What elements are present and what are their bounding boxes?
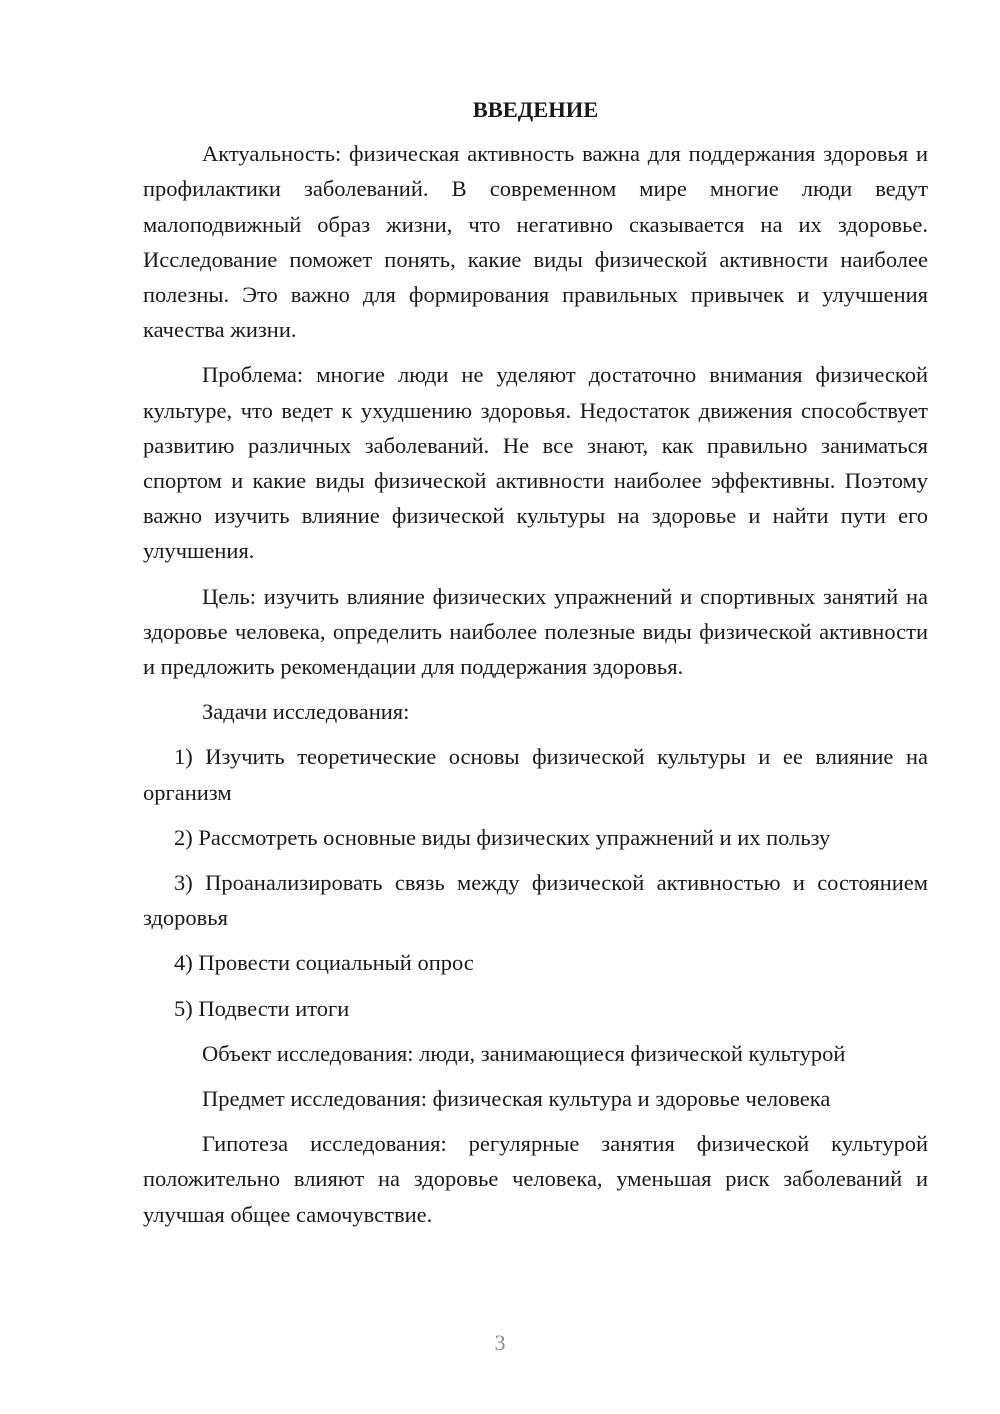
paragraph-hypothesis: Гипотеза исследования: регулярные занятия физической культурой положительно влияют на здоровье человека, уменьшая риск заболеваний и улучшая общее самочувствие. <box>143 1131 928 1227</box>
paragraph-subject: Предмет исследования: физическая культура и здоровье человека <box>202 1086 831 1112</box>
tasks-heading: Задачи исследования: <box>202 699 410 725</box>
tasks-list <box>143 739 928 1025</box>
paragraph-relevance: Актуальность: физическая активность важна для поддержания здоровья и профилактики заболеваний. В современном мире многие люди ведут малоподвижный образ жизни, что негативно сказывается на их здоровье. Исследование поможет понять, какие виды физической активности наиболее полезны. Это важно для формирования правильных привычек и улучшения качества жизни. <box>143 141 928 343</box>
paragraph-goal: Цель: изучить влияние физических упражнений и спортивных занятий на здоровье человека, определить наиболее полезные виды физической активности и предложить рекомендации для поддержания здоровья. <box>143 583 928 680</box>
page-number: 3 <box>494 1330 506 1355</box>
task-item-5: 5) Подвести итоги <box>174 995 350 1021</box>
paragraph-problem: Проблема: многие люди не уделяют достаточно внимания физической культуре, что ведет к ухудшению здоровья. Недостаток движения способствует развитию различных заболеваний. Не все знают, как правильно заниматься спортом и какие виды физической активности наиболее эффективны. Поэтому важно изучить влияние физической культуры на здоровье и найти пути его улучшения. <box>143 362 928 564</box>
task-item-3: 3) Проанализировать связь между физической активностью и состоянием здоровья <box>143 870 928 931</box>
task-item-2: 2) Рассмотреть основные виды физических упражнений и их пользу <box>174 824 831 850</box>
document-page <box>143 92 928 1242</box>
paragraph-object: Объект исследования: люди, занимающиеся физической культурой <box>202 1040 846 1066</box>
document-title: ВВЕДЕНИЕ <box>472 97 599 122</box>
task-item-4: 4) Провести социальный опрос <box>174 950 474 976</box>
task-item-1: 1) Изучить теоретические основы физической культуры и ее влияние на организм <box>143 744 928 805</box>
